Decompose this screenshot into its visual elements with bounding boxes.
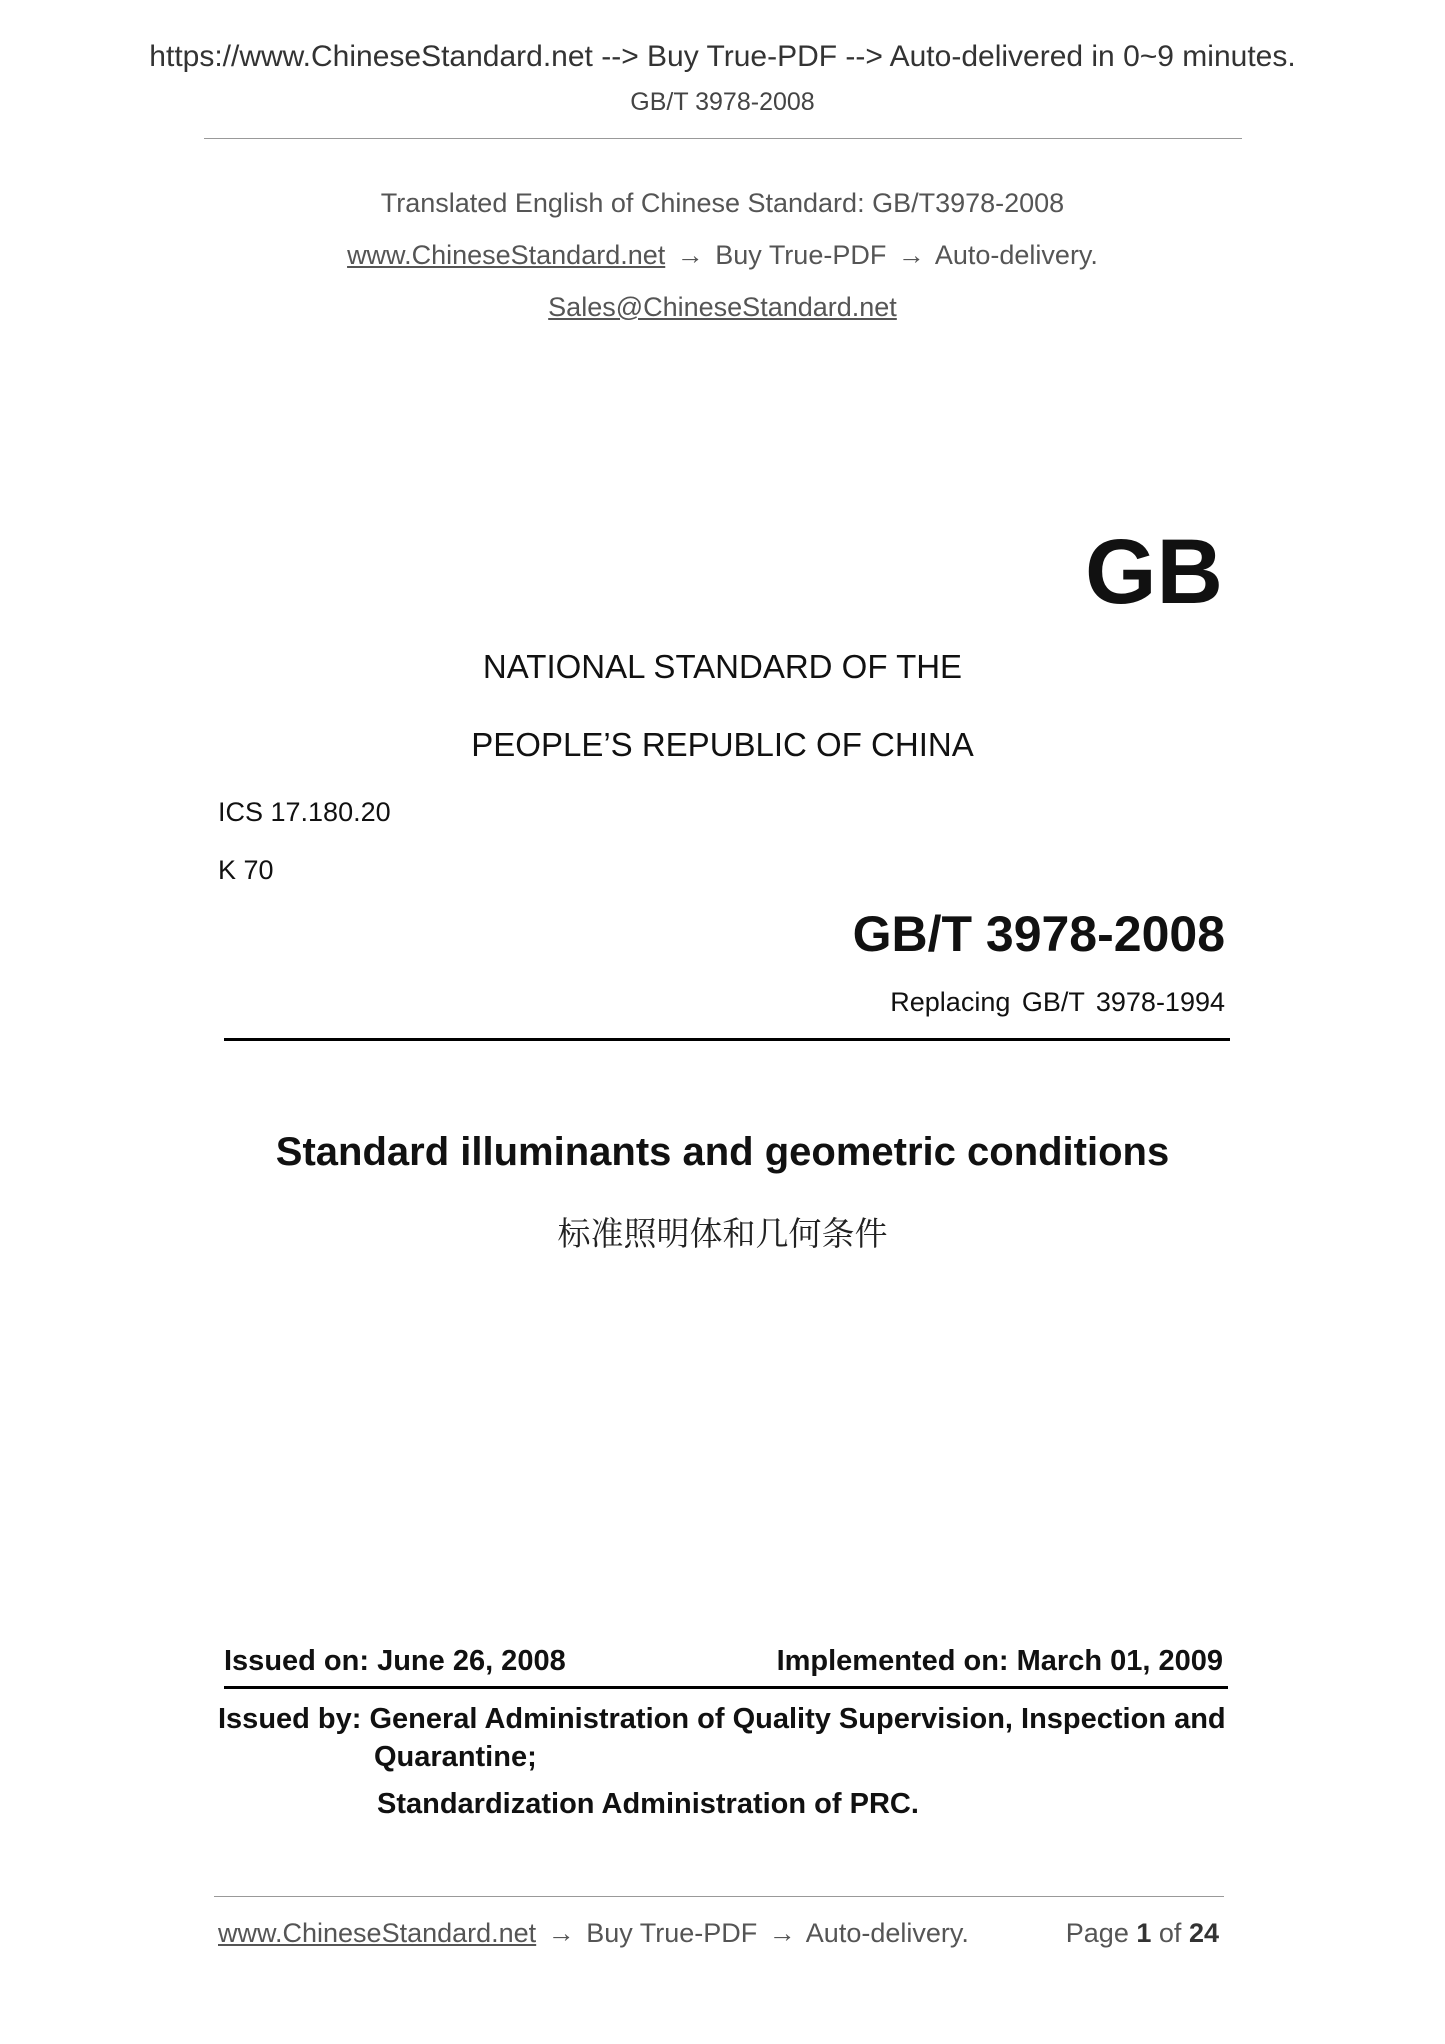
arrow-right-icon: → xyxy=(547,1918,575,1948)
implemented-date: Implemented on: March 01, 2009 xyxy=(776,1645,1223,1677)
footer-buy-text: Buy True-PDF xyxy=(586,1918,758,1948)
issued-by-line2: Quarantine; xyxy=(374,1741,537,1773)
site-link[interactable]: www.ChineseStandard.net xyxy=(347,240,666,270)
gb-logo: GB xyxy=(1085,521,1223,623)
page-current: 1 xyxy=(1136,1918,1152,1948)
title-english: Standard illuminants and geometric conditions xyxy=(275,1130,1170,1174)
arrow-right-icon: → xyxy=(676,240,704,270)
translated-note: Translated English of Chinese Standard: GB/T3978-2008 xyxy=(380,188,1065,218)
auto-delivery-text: Auto-delivery. xyxy=(934,240,1098,270)
arrow-right-icon: → xyxy=(768,1918,796,1948)
arrow-right-icon: → xyxy=(897,240,925,270)
buy-line xyxy=(0,240,1445,271)
footer-buy-line xyxy=(218,1918,969,1949)
page-total: 24 xyxy=(1188,1918,1219,1948)
email-row xyxy=(0,292,1445,323)
national-standard-line1: NATIONAL STANDARD OF THE xyxy=(482,648,963,685)
ccs-code: K 70 xyxy=(218,855,274,885)
page-indicator xyxy=(1066,1918,1219,1949)
cover-divider xyxy=(224,1038,1230,1041)
page-label: Page xyxy=(1065,1918,1129,1948)
page-of: of xyxy=(1158,1918,1182,1948)
title-chinese: 标准照明体和几何条件 xyxy=(557,1214,888,1253)
standard-number: GB/T 3978-2008 xyxy=(852,906,1225,962)
issued-by xyxy=(218,1700,1228,1776)
replacing-note: Replacing GB/T 3978-1994 xyxy=(890,987,1225,1017)
footer-divider xyxy=(214,1896,1224,1897)
footer-auto-text: Auto-delivery. xyxy=(805,1918,969,1948)
dates-divider xyxy=(224,1686,1228,1689)
issued-by-line1: Issued by: General Administration of Quality Supervision, Inspection and xyxy=(218,1703,1226,1735)
national-standard-line2: PEOPLE’S REPUBLIC OF CHINA xyxy=(471,726,974,763)
ics-code: ICS 17.180.20 xyxy=(218,797,391,827)
header-standard-code: GB/T 3978-2008 xyxy=(630,88,815,116)
footer-site-link[interactable]: www.ChineseStandard.net xyxy=(218,1918,537,1948)
header-divider xyxy=(204,138,1242,139)
top-banner: https://www.ChineseStandard.net --> Buy True-PDF --> Auto-delivered in 0~9 minutes. xyxy=(149,40,1296,73)
sales-email-link[interactable]: Sales@ChineseStandard.net xyxy=(548,292,897,322)
buy-text: Buy True-PDF xyxy=(715,240,887,270)
issued-by-line3: Standardization Administration of PRC. xyxy=(377,1788,919,1820)
issued-date: Issued on: June 26, 2008 xyxy=(224,1645,566,1677)
